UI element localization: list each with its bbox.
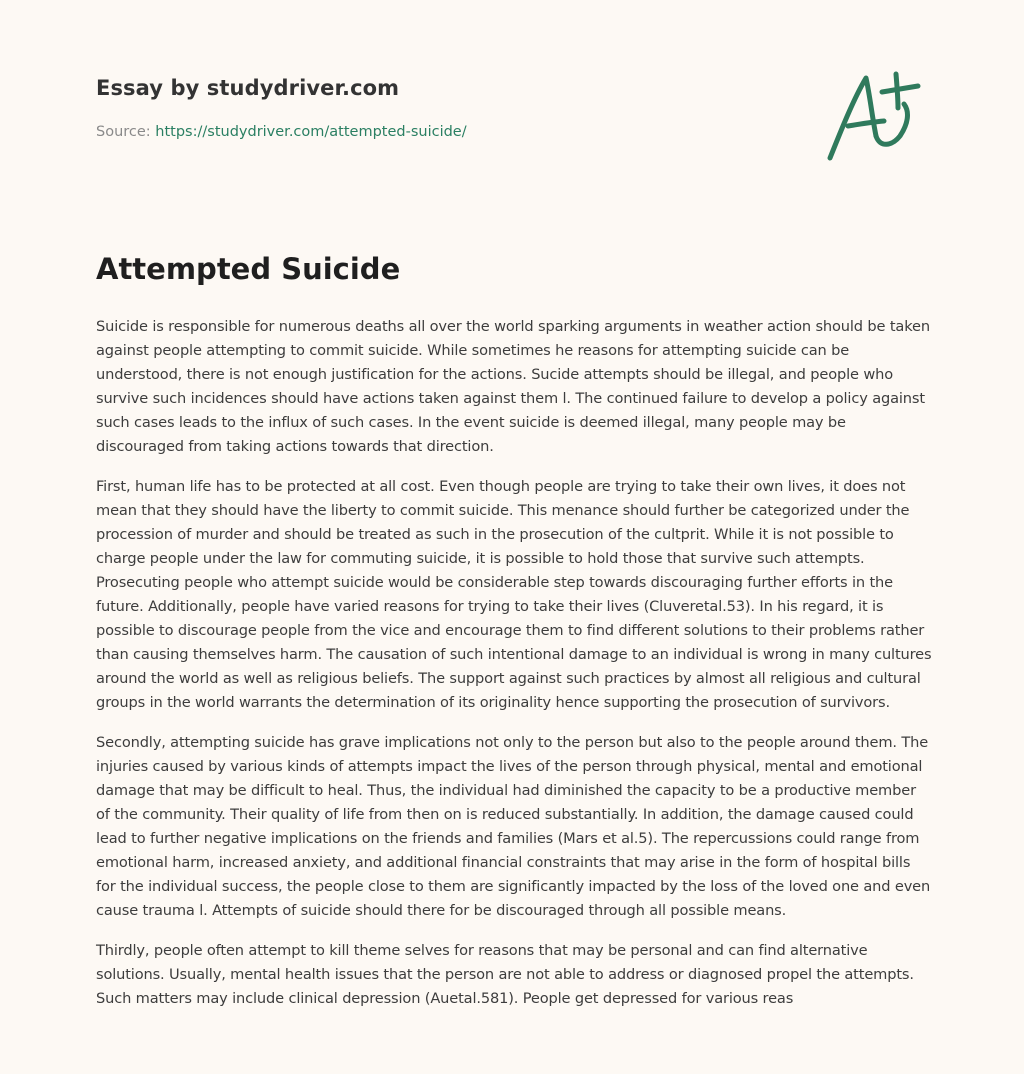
paragraph: Thirdly, people often attempt to kill theme selves for reasons that may be personal and can find alternative solutions. Usually, mental health issues that the person are not able to address or diagnosed propel the attempts. Such matters may include clinical depression (Auetal.581). People get depressed for various reas [96, 942, 914, 1007]
page-header [0, 0, 1024, 220]
paragraph: First, human life has to be protected at all cost. Even though people are trying to take their own lives, it does not mean that they should have the liberty to commit suicide. This menance should further be categorized under the procession of murder and should be treated as such in the prosecution of the cultprit. While it is not possible to charge people under the law for commuting suicide, it is possible to hold those that survive such attempts. Prosecuting people who attempt suicide would be considerable step towards discouraging further efforts in the future. Additionally, people have varied reasons for trying to take their lives (Cluveretal.53). In his regard, it is possible to discourage people from the vice and encourage them to find different solutions to their problems rather than causing themselves harm. The causation of such intentional damage to an individual is wrong in many cultures around the world as well as religious beliefs. The support against such practices by almost all religious and cultural groups in the world warrants the determination of its originality hence supporting the prosecution of survivors. [96, 478, 932, 711]
brand-title: Essay by studydriver.com [96, 76, 400, 100]
article-title: Attempted Suicide [96, 252, 401, 286]
paragraph: Secondly, attempting suicide has grave implications not only to the person but also to the people around them. The injuries caused by various kinds of attempts impact the lives of the person through physical, mental and emotional damage that may be difficult to heal. Thus, the individual had diminished the capacity to be a productive member of the community. Their quality of life from then on is reduced substantially. In addition, the damage caused could lead to further negative implications on the friends and families (Mars et al.5). The repercussions could range from emotional harm, increased anxiety, and additional financial constraints that may arise in the form of hospital bills for the individual success, the people close to them are significantly impacted by the loss of the loved one and even cause trauma l. Attempts of suicide should there for be discouraged through all possible means. [96, 734, 931, 919]
source-link[interactable]: https://studydriver.com/attempted-suicide/ [155, 124, 467, 140]
source-line [96, 124, 467, 140]
source-label: Source: [96, 124, 156, 140]
a-plus-grade-icon [820, 66, 930, 166]
article-body [96, 315, 932, 1027]
paragraph: Suicide is responsible for numerous deaths all over the world sparking arguments in weather action should be taken against people attempting to commit suicide. While sometimes he reasons for attempting suicide can be understood, there is not enough justification for the actions. Sucide attempts should be illegal, and people who survive such incidences should have actions taken against them l. The continued failure to develop a policy against such cases leads to the influx of such cases. In the event suicide is deemed illegal, many people may be discouraged from taking actions towards that direction. [96, 318, 930, 455]
